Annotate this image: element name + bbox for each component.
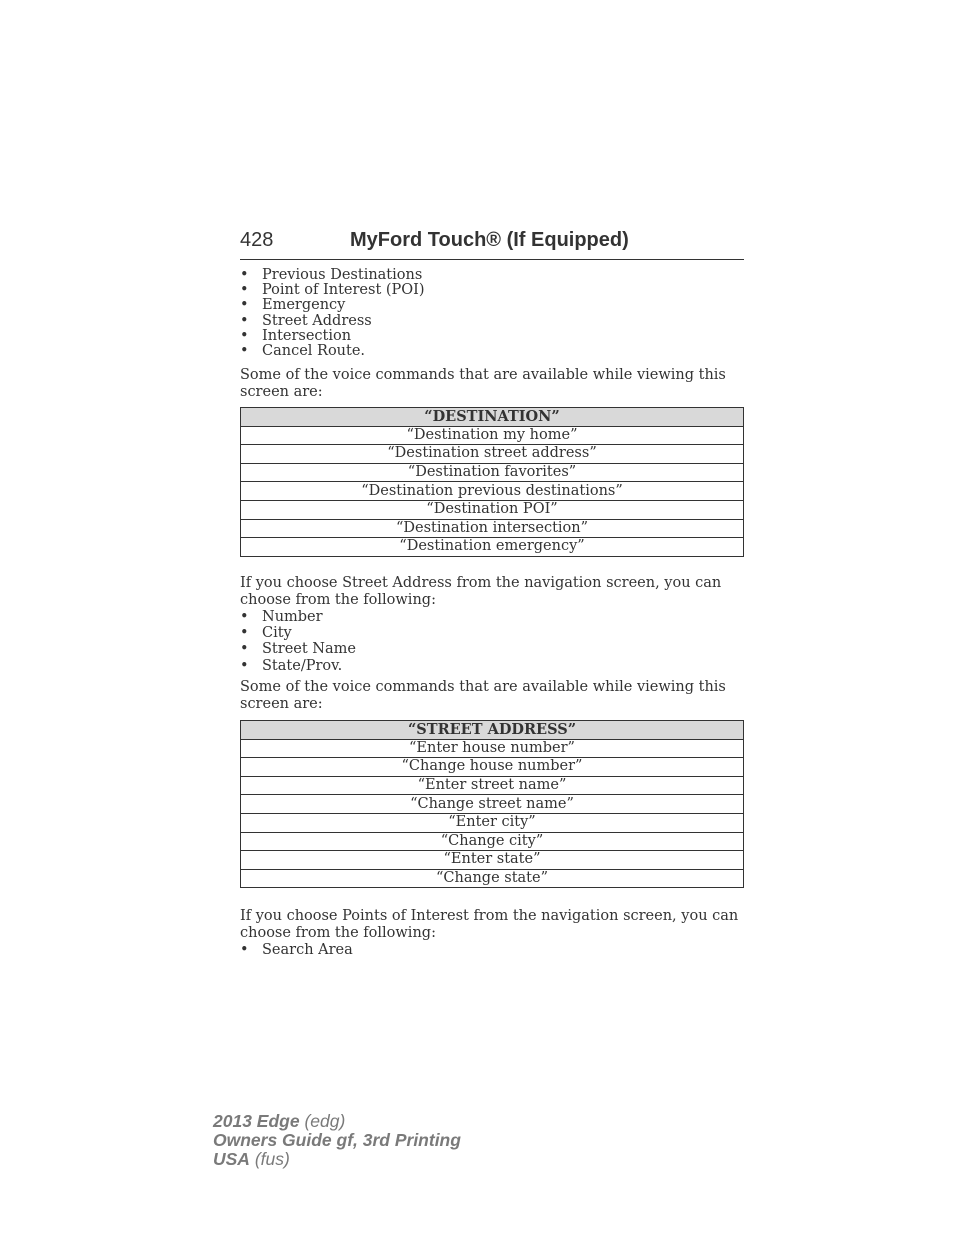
list-item: • Street Address [240, 314, 744, 329]
list-item: • Intersection [240, 329, 744, 344]
points-of-interest-intro: If you choose Points of Interest from the navigation screen, you can choose from the following: • Search Area [240, 908, 744, 958]
poi-options-list [240, 942, 744, 958]
page-title: MyFord Touch® (If Equipped) [350, 229, 629, 251]
table-row: “Destination emergency” [241, 538, 744, 557]
list-item: • State/Prov. [240, 658, 744, 674]
destination-commands-table [240, 407, 744, 557]
destination-options-list-block [240, 268, 744, 359]
list-item: • Emergency [240, 298, 744, 313]
footer-guide: Owners Guide gf, 3rd Printing [213, 1130, 461, 1150]
page-header [240, 229, 744, 260]
table-row: “Destination favorites” [241, 463, 744, 482]
table-header: “STREET ADDRESS” [241, 721, 744, 740]
table-row: “Change street name” [241, 795, 744, 814]
list-item: • City [240, 625, 744, 641]
table-row: “Enter state” [241, 851, 744, 870]
voice-commands-intro-2: Some of the voice commands that are available while viewing this screen are: [240, 679, 726, 712]
list-item: • Street Name [240, 641, 744, 657]
table-header: “DESTINATION” [241, 408, 744, 427]
table-row: “Destination POI” [241, 500, 744, 519]
table-row: “Destination previous destinations” [241, 482, 744, 501]
table-row: “Change state” [241, 869, 744, 888]
footer-region: USA [213, 1149, 250, 1169]
table-row: “Destination street address” [241, 445, 744, 464]
table-row: “Destination intersection” [241, 519, 744, 538]
page-footer [213, 1112, 461, 1169]
destination-options-list [240, 268, 744, 359]
list-item: • Search Area [240, 942, 744, 958]
table-row: “Change house number” [241, 758, 744, 777]
table-row: “Enter house number” [241, 739, 744, 758]
list-item: • Number [240, 609, 744, 625]
page-number: 428 [240, 229, 274, 251]
table-row: “Enter street name” [241, 776, 744, 795]
footer-model-code: (edg) [304, 1111, 346, 1131]
list-item: • Previous Destinations [240, 268, 744, 283]
street-address-intro: If you choose Street Address from the navigation screen, you can choose from the following: • Number • City • Street Name • State/Prov. [240, 575, 744, 674]
table-row: “Change city” [241, 832, 744, 851]
footer-model: 2013 Edge [213, 1111, 300, 1131]
table-row: “Destination my home” [241, 426, 744, 445]
voice-commands-intro-1: Some of the voice commands that are available while viewing this screen are: [240, 367, 726, 400]
street-address-commands-table [240, 720, 744, 888]
list-item: • Cancel Route. [240, 344, 744, 359]
table-row: “Enter city” [241, 813, 744, 832]
footer-region-code: (fus) [254, 1149, 290, 1169]
list-item: • Point of Interest (POI) [240, 283, 744, 298]
street-address-options-list [240, 609, 744, 674]
